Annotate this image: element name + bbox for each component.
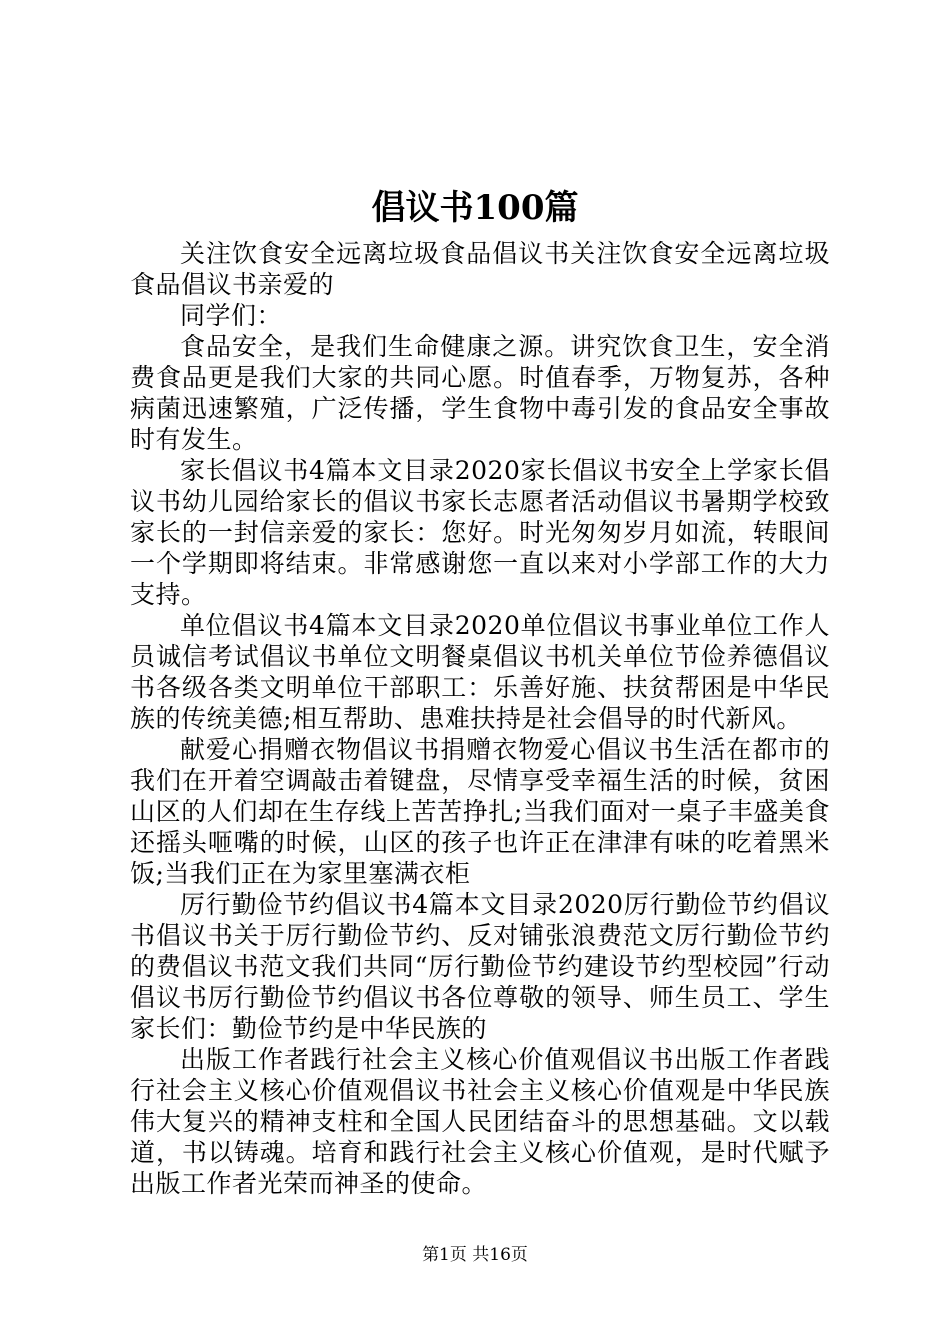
paragraph: 同学们： (180, 301, 283, 330)
document-body (130, 238, 830, 1199)
paragraph: 厉行勤俭节约倡议书4篇本文目录2020厉行勤俭节约倡议书倡议书关于厉行勤俭节约、反对铺张浪费范文厉行勤俭节约的费倡议书范文我们共同“厉行勤俭节约建设节约型校园”行动倡议书厉行勤俭节约倡议书各位尊敬的领导、师生员工、学生家长们：勤俭节约是中华民族的 (130, 890, 830, 1043)
paragraph: 关注饮食安全远离垃圾食品倡议书关注饮食安全远离垃圾食品倡议书亲爱的 (130, 239, 830, 299)
page-footer: 第1页 共16页 (422, 1245, 528, 1265)
paragraph: 食品安全，是我们生命健康之源。讲究饮食卫生，安全消费食品更是我们大家的共同心愿。时值春季，万物复苏，各种病菌迅速繁殖，广泛传播，学生食物中毒引发的食品安全事故时有发生。 (130, 332, 830, 454)
paragraph: 家长倡议书4篇本文目录2020家长倡议书安全上学家长倡议书幼儿园给家长的倡议书家长志愿者活动倡议书暑期学校致家长的一封信亲爱的家长：您好。时光匆匆岁月如流，转眼间一个学期即将结束。非常感谢您一直以来对小学部工作的大力支持。 (130, 456, 830, 609)
paragraph: 出版工作者践行社会主义核心价值观倡议书出版工作者践行社会主义核心价值观倡议书社会主义核心价值观是中华民族伟大复兴的精神支柱和全国人民团结奋斗的思想基础。文以载道，书以铸魂。培育和践行社会主义核心价值观，是时代赋予出版工作者光荣而神圣的使命。 (130, 1045, 830, 1198)
document-title: 倡议书100篇 (371, 188, 579, 228)
paragraph: 献爱心捐赠衣物倡议书捐赠衣物爱心倡议书生活在都市的我们在开着空调敲击着键盘，尽情享受幸福生活的时候，贫困山区的人们却在生存线上苦苦挣扎;当我们面对一桌子丰盛美食还摇头咂嘴的时候，山区的孩子也许正在津津有味的吃着黑米饭;当我们正在为家里塞满衣柜 (130, 735, 830, 888)
paragraph: 单位倡议书4篇本文目录2020单位倡议书事业单位工作人员诚信考试倡议书单位文明餐桌倡议书机关单位节俭养德倡议书各级各类文明单位干部职工：乐善好施、扶贫帮困是中华民族的传统美德;相互帮助、患难扶持是社会倡导的时代新风。 (130, 611, 830, 733)
